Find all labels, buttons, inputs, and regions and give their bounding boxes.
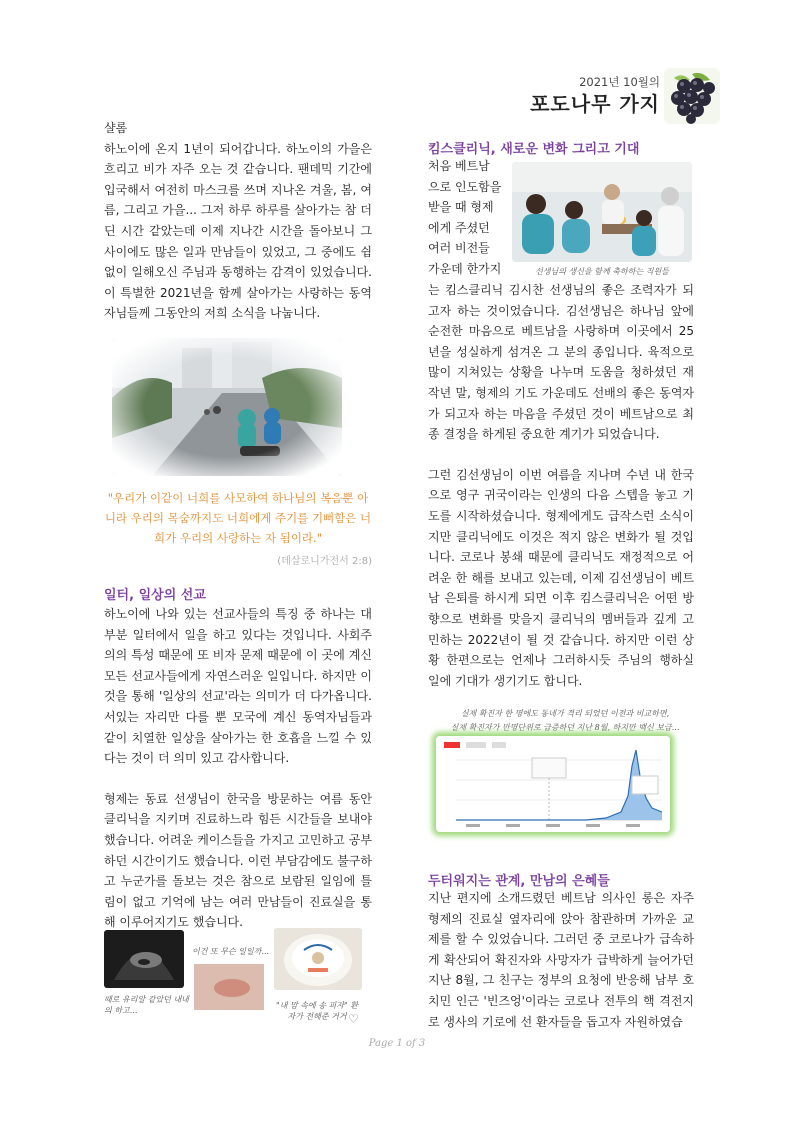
relationships-section	[428, 888, 694, 1032]
chart-note-1: 실제 확진자 한 명에도 동네가 격리 되었던 이전과 비교하면,	[460, 709, 670, 718]
left-column	[104, 118, 372, 324]
wrap-line: 여러 비전들	[428, 241, 490, 256]
salutation: 샬롬	[104, 121, 128, 135]
scripture-quote: "우리가 이같이 너희를 사모하여 하나님의 복음뿐 아니라 우리의 목숨까지도 너희에게 주기를 기뻐함은 너희가 우리의 사랑하는 자 됨이라."	[104, 491, 372, 545]
skin-photo	[194, 964, 264, 1010]
heart-icon: ♡	[348, 1012, 359, 1026]
wrap-line: 으로 인도함을	[428, 179, 502, 194]
relationships-paragraph-1: 지난 편지에 소개드렸던 베트남 의사인 롱은 자주 형제의 진료실 옆자리에 앉아 참관하며 가까운 교제를 할 수 있었습니다. 그러던 중 코로나가 급속하게 확산되어 확진자와 사망자가 급박하게 늘어가던 지난 8월, 그 친구는 정부의 요청에 반응해 남부 호치민 인근 '빈즈엉'이라는 코로나 전투의 핵 격전지로 생사의 기로에 선 환자들을 돕고자 자원하였습	[428, 891, 694, 1029]
issue-date: 2021년 10월의	[579, 75, 660, 89]
clinic-paragraph-1: 는 킴스클리닉 김시찬 선생님의 좋은 조력자가 되고자 하는 것이었습니다. 김선생님은 하나님 앞에 순전한 마음으로 베트남을 사랑하며 이곳에서 25년을 성실하게 섬겨온 그 분의 종입니다. 육적으로 많이 지쳐있는 상황을 나누며 도움을 청하셨던 재작년 말, 형제의 기도 가운데도 선배의 좋은 동역자가 되고자 하는 마음을 주셨던 것이 베트남으로 최종 결정을 하게된 중요한 계기가 되었습니다.	[428, 283, 694, 442]
rainy-street-photo	[112, 338, 342, 476]
ultrasound-photo	[104, 930, 184, 988]
staff-photo-caption: 선생님의 생신을 함께 축하하는 직원들	[535, 267, 669, 276]
wrap-line: 에게 주셨던	[428, 220, 490, 235]
clinic-section	[428, 280, 694, 691]
clinic-paragraph-2: 그런 김선생님이 이번 여름을 지나며 수년 내 한국으로 영구 귀국이라는 인생의 다음 스텝을 놓고 기도를 시작하셨습니다. 형제에게도 급작스런 소식이지만 클리닉에도 이것은 적지 않은 변화가 될 것입니다. 코로나 봉쇄 때문에 클리닉도 재정적으로 어려운 한 해를 보내고 있는데, 이제 김선생님이 베트남 은퇴를 하시게 되면 이후 킴스클리닉은 어떤 방향으로 변화를 맞을지 클리닉의 멤버들과 깊게 고민하는 2022년이 될 것 같습니다. 하지만 이런 상황 한편으로는 언제나 그러하시듯 주님의 행하실 일에 기대가 생기기도 합니다.	[428, 467, 694, 688]
scripture-reference: (데살로니가전서 2:8)	[277, 556, 372, 567]
wrap-line: 가운데 한가지	[428, 261, 502, 276]
intro-paragraph: 하노이에 온지 1년이 되어갑니다. 하노이의 가을은 흐리고 비가 자주 오는 것 같습니다. 팬데믹 기간에 입국해서 여전히 마스크를 쓰며 지나온 겨울, 봄, 여름, 그리고 가을... 그저 하루 하루를 살아가는 참 더딘 시간 같았는데 이제 지나간 시간을 돌아보니 그 사이에도 많은 일과 만남들이 있었고, 그 중에도 쉼 없이 일해오신 주님과 동행하는 감격이 있었습니다. 이 특별한 2021년을 함께 살아가는 사랑하는 동역자님들께 그동안의 저희 소식을 나눕니다.	[104, 141, 372, 321]
newsletter-title: 포도나무 가지	[530, 92, 660, 116]
workplace-paragraph-1: 하노이에 나와 있는 선교사들의 특징 중 하나는 대부분 일터에서 일을 하고 있다는 것입니다. 사회주의의 특성 때문에 또 비자 문제 때문에 이 곳에 계신 모든 선교사들에게 자연스러운 일입니다. 하지만 이것을 통해 '일상의 선교'라는 의미가 더 다가옵니다. 서있는 자리만 다를 뿐 모국에 계신 동역자님들과 같이 치열한 일상을 살아가는 한 호흡을 느낄 수 있다는 것이 더 의미 있고 감사합니다.	[104, 607, 372, 766]
clinic-wrap-text	[428, 156, 510, 280]
cake-photo	[274, 928, 362, 990]
page-number: Page 1 of 3	[368, 1038, 426, 1049]
workplace-section	[104, 604, 372, 933]
chart-note-2: 실제 확진자가 만명단위로 급증하던 지난 8월, 하지만 백신 보급...	[450, 723, 680, 732]
covid-chart-screenshot	[436, 736, 670, 832]
caption-cake: "내 맘 속에 송 피자" 환자가 전해준 거거	[276, 1001, 358, 1021]
workplace-paragraph-2: 형제는 동료 선생님이 한국을 방문하는 여름 동안 클리닉을 지키며 진료하느라 힘든 시간들을 보내야했습니다. 어려운 케이스들을 가지고 고민하고 공부하던 시간이기도 했습니다. 이런 부담감에도 불구하고 누군가를 돌보는 것은 참으로 보람된 일임에 틀림이 없고 기억에 남는 여러 만남들이 진료실을 통해 이루어지기도 했습니다.	[104, 791, 372, 930]
wrap-line: 처음 베트남	[428, 159, 490, 173]
section-heading-workplace: 일터, 일상의 선교	[104, 588, 206, 603]
clinic-staff-photo	[512, 162, 692, 262]
grape-logo	[664, 68, 720, 124]
section-heading-clinic: 킴스클리닉, 새로운 변화 그리고 기대	[428, 142, 640, 157]
caption-ultrasound: 때로 유리알 같았던 내내의 하고...	[104, 995, 189, 1015]
caption-skin: 이건 또 무슨 일일까...	[192, 947, 270, 956]
section-heading-relationships: 두터워지는 관계, 만남의 은혜들	[428, 874, 610, 889]
wrap-line: 받을 때 형제	[428, 200, 494, 215]
